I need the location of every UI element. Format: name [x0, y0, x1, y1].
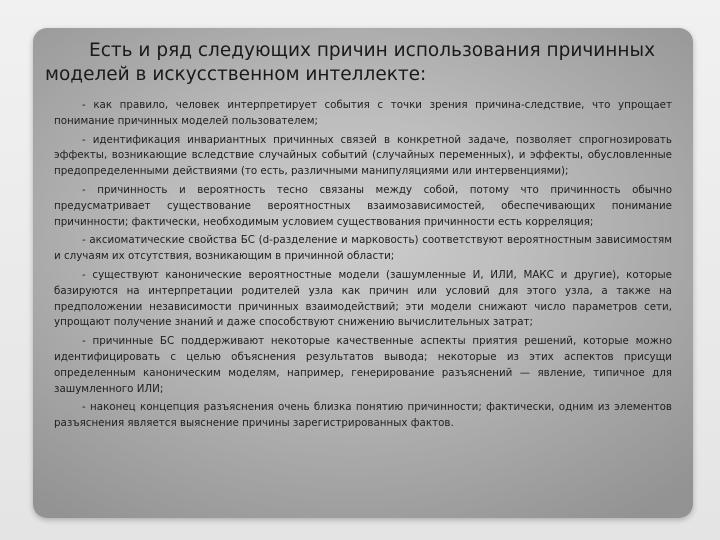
list-item: - идентификация инвариантных причинных связей в конкретной задаче, позволяет спрогнозировать эффекты, возникающие вследствие случайных событий (случайных переменных), и эффекты, обусловленные предопределенными действиями (то есть, различными манипуляциями или интервенциями);: [54, 133, 672, 178]
slide-title: Есть и ряд следующих причин использования причинных моделей в искусственном интеллекте:: [45, 40, 656, 85]
list-item: - аксиоматические свойства БС (d-разделение и марковость) соответствуют вероятностным зависимостям и случаям их отсутствия, возникающим в причинной области;: [54, 234, 672, 263]
list-item: - существуют канонические вероятностные модели (зашумленные И, ИЛИ, МАКС и другие), которые базируются на интерпретации родителей узла как причин или условий для этого узла, а также на предположении независимости причинных взаимодействий; эти модели снижают число параметров сети, упрощают получение знаний и даже способствуют снижению вычислительных затрат;: [54, 268, 672, 329]
list-item: - как правило, человек интерпретирует события с точки зрения причина-следствие, что упрощает понимание причинных моделей пользователем;: [54, 99, 672, 127]
list-item: - причинные БС поддерживают некоторые качественные аспекты приятия решений, которые можно идентифицировать с целью объяснения результатов вывода; некоторые из этих аспектов присущи определенным каноническим моделям, например, генерирование разъяснений — явление, типичное для зашумленного ИЛИ;: [54, 335, 672, 395]
list-item: - причинность и вероятность тесно связаны между собой, потому что причинность обычно предусматривает существование вероятностных взаимозависимостей, обеспечивающих понимание причинности; фактически, необходимым условием существования причинности есть корреляция;: [54, 183, 672, 228]
list-item: - наконец концепция разъяснения очень близка понятию причинности; фактически, одним из элементов разъяснения является выяснение причины зарегистрированных фактов.: [54, 401, 672, 430]
bullet-list: [54, 98, 672, 435]
